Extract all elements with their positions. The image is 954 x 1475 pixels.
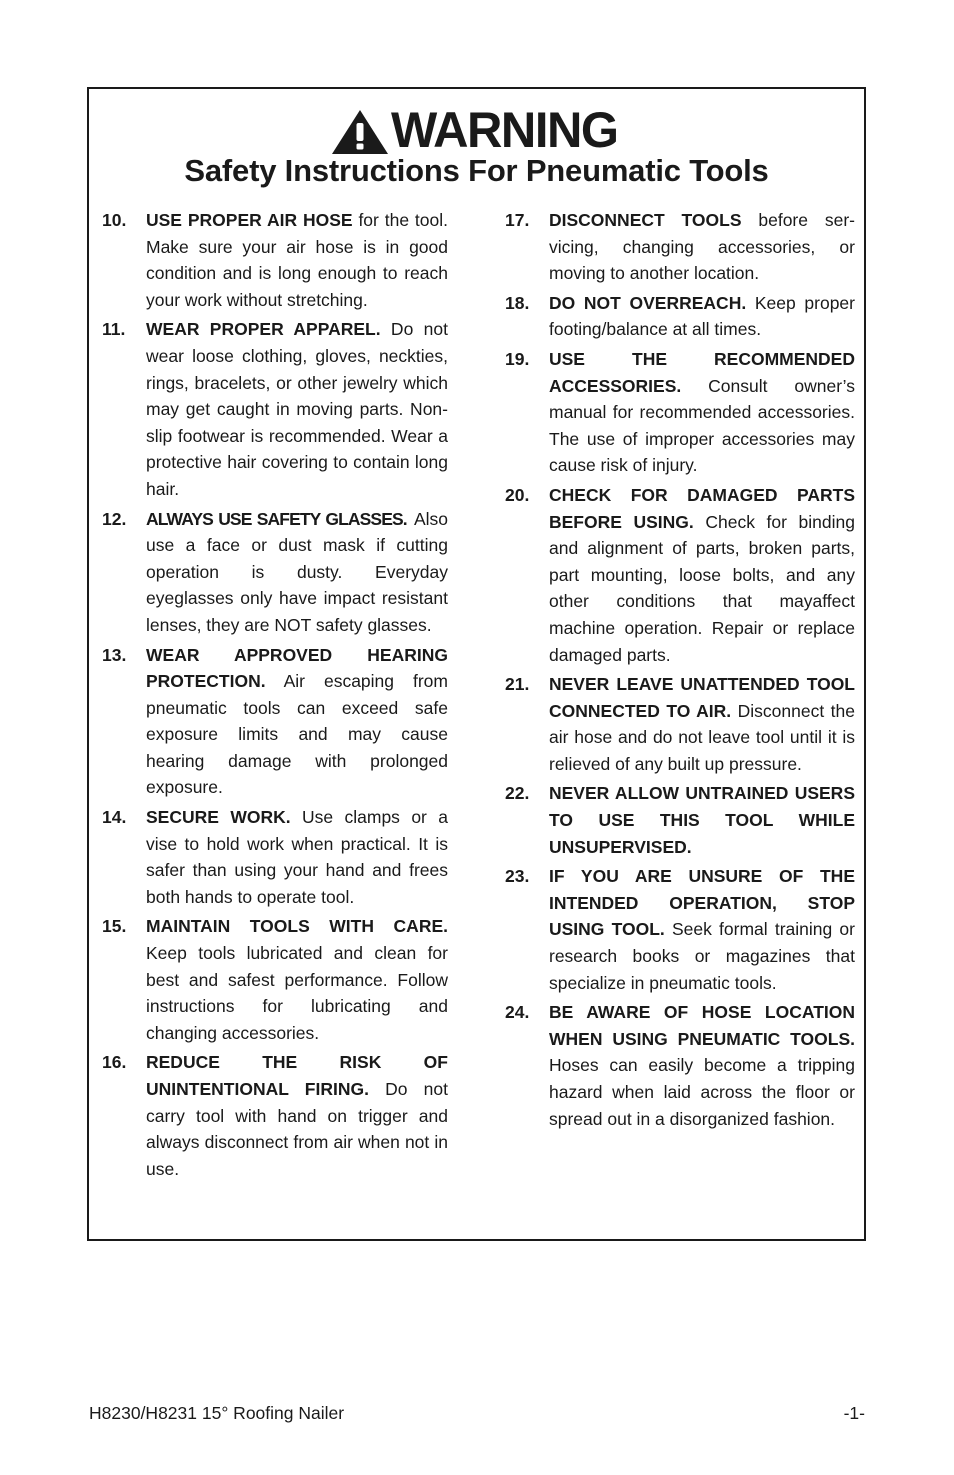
item-text — [549, 671, 855, 777]
item-body: Consult owner’s manual for recommended accessories. The use of improper accessories may cause risk of injury. — [549, 375, 855, 476]
list-item — [505, 863, 855, 996]
item-lead: BE AWARE OF HOSE LOCATION WHEN USING PNEUMATIC TOOLS. — [549, 1002, 855, 1049]
item-text — [146, 913, 448, 1046]
item-text — [549, 482, 855, 668]
item-body: Do not wear loose clothing, gloves, neckties, rings, bracelets, or other jewelry which may get caught in moving parts. Non-slip footwear is recommended. Wear a protective hair covering to contain long hair. — [146, 319, 448, 499]
list-item — [505, 999, 855, 1132]
item-text — [146, 316, 448, 502]
item-lead: DO NOT OVERREACH. — [549, 292, 747, 313]
list-item — [102, 506, 448, 639]
list-item — [102, 913, 448, 1046]
item-text — [146, 506, 448, 639]
item-text — [146, 804, 448, 910]
item-body: Disconnect the air hose and do not leave tool until it is relieved of any built up pressure. — [549, 700, 855, 774]
item-body: Also use a face or dust mask if cutting operation is dusty. Everyday eyeglasses only have impact resistant lenses, they are NOT safety glasses. — [146, 508, 448, 635]
item-number: 23. — [505, 866, 530, 887]
item-number: 22. — [505, 783, 530, 804]
list-item — [505, 346, 855, 479]
item-text — [549, 999, 855, 1132]
warning-triangle-icon — [331, 109, 389, 155]
item-lead: IF YOU ARE UNSURE OF THE INTENDED OPERATION, STOP USING TOOL. — [549, 866, 855, 940]
item-text — [146, 207, 448, 313]
item-body: Check for binding and alignment of parts, broken parts, part mounting, loose bolts, and any other conditions that mayaffect machine operation. Repair or replace damaged parts. — [549, 511, 855, 665]
item-lead: NEVER ALLOW UNTRAINED USERS TO USE THIS TOOL WHILE UNSUPERVISED. — [549, 783, 855, 857]
footer-model: H8230/H8231 15° Roofing Nailer — [89, 1403, 345, 1423]
item-body: Use clamps or a vise to hold work when practical. It is safer than using your hand and frees both hands to operate tool. — [146, 807, 448, 907]
item-lead: REDUCE THE RISK OF UNINTENTIONAL FIRING. — [146, 1052, 448, 1099]
item-number: 11. — [102, 319, 126, 340]
item-body: Seek formal training or research books or magazines that specialize in pneumatic tools. — [549, 919, 855, 993]
list-item — [102, 1049, 448, 1182]
left-column — [102, 207, 448, 1185]
list-item — [102, 804, 448, 910]
warning-title: WARNING — [390, 102, 618, 158]
item-number: 19. — [505, 348, 530, 369]
item-lead: DISCONNECT TOOLS — [549, 210, 742, 230]
list-item — [505, 290, 855, 343]
item-text — [549, 290, 855, 343]
list-item — [505, 780, 855, 860]
item-number: 17. — [505, 210, 530, 230]
item-text — [549, 207, 855, 287]
page-subtitle: Safety Instructions For Pneumatic Tools — [184, 153, 769, 188]
item-text — [146, 642, 448, 802]
item-lead: ALWAYS USE SAFETY GLASSES. — [146, 508, 407, 529]
list-item — [102, 207, 448, 313]
item-lead: WEAR APPROVED HEARING PROTECTION. — [146, 644, 448, 692]
item-number: 18. — [505, 292, 530, 313]
item-number: 21. — [505, 674, 530, 695]
right-column — [505, 207, 855, 1135]
footer-page-number: -1- — [843, 1403, 865, 1423]
item-lead: WEAR PROPER APPAREL. — [146, 319, 381, 340]
item-number: 24. — [505, 1002, 530, 1023]
item-number: 10. — [102, 210, 127, 230]
item-text — [549, 863, 855, 996]
list-item — [505, 207, 855, 287]
item-text — [549, 780, 855, 860]
item-body: Air escaping from pneumatic tools can exceed safe exposure limits and may cause hearing damage with prolonged exposure. — [146, 671, 448, 798]
item-body: for the tool. Make sure your air hose is in good condition and is long enough to reach your work without stretching. — [146, 210, 448, 310]
item-lead: MAINTAIN TOOLS WITH CARE. — [146, 916, 448, 937]
item-text — [549, 346, 855, 479]
item-body: Keep proper footing/balance at all times. — [549, 292, 855, 340]
item-number: 16. — [102, 1052, 127, 1073]
list-item — [505, 671, 855, 777]
item-lead: CHECK FOR DAMAGED PARTS BEFORE USING. — [549, 484, 855, 532]
item-text — [146, 1049, 448, 1182]
item-number: 15. — [102, 916, 127, 937]
item-body: Do not carry tool with hand on trigger and always disconnect from air when not in use. — [146, 1079, 448, 1179]
item-lead: SECURE WORK. — [146, 807, 291, 828]
list-item — [102, 642, 448, 802]
warning-header — [89, 102, 864, 158]
item-number: 20. — [505, 484, 530, 505]
item-lead: USE THE RECOMMENDED ACCESSORIES. — [549, 348, 855, 396]
item-lead: USE PROPER AIR HOSE — [146, 210, 353, 230]
list-item — [102, 316, 448, 502]
item-lead: NEVER LEAVE UNATTENDED TOOL CONNECTED TO AIR. — [549, 674, 855, 721]
warning-box — [87, 87, 866, 1241]
item-body: Keep tools lubricated and clean for best and safest performance. Follow instructions for lubricating and changing accessories. — [146, 943, 448, 1043]
item-body: Hoses can easily become a tripping hazard when laid across the floor or spread out in a disorganized fashion. — [549, 1055, 855, 1129]
item-body: before servicing, changing accessories, or moving to another location. — [549, 210, 855, 284]
item-number: 12. — [102, 508, 127, 529]
list-item — [505, 482, 855, 668]
item-number: 13. — [102, 644, 127, 665]
item-number: 14. — [102, 807, 127, 828]
